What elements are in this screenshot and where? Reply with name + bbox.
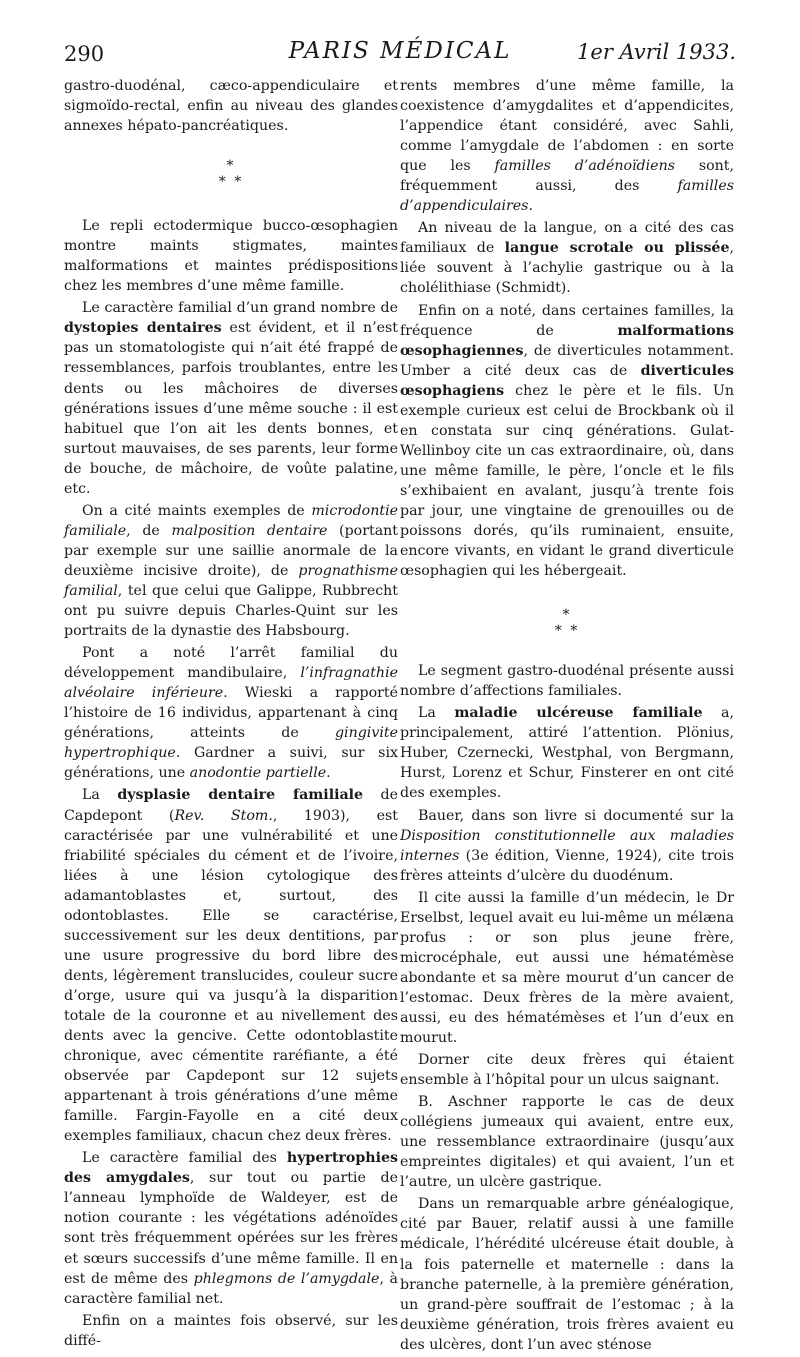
separator-mark: * * * [554,607,580,640]
separator-mark: * * * [218,158,244,191]
paragraph: Dorner cite deux frères qui étaient ensemble à l’hôpital pour un ulcus saignant. [400,1052,734,1089]
paragraph: gastro-duodénal, cæco-appendiculaire et sigmoïdo-rectal, enfin au niveau des glandes annexes hépato-pancréatiques. [64,78,398,135]
paragraph: Bauer, dans son livre si documenté sur la Disposition constitutionnelle aux maladies internes (3e édition, Vienne, 1924), cite trois frères atteints d’ulcère du duodénum. [400,807,734,884]
paragraph: Pont a noté l’arrêt familial du développement mandibulaire, l’infragnathie alvéolaire inférieure. Wieski a rapporté l’histoire de 16 individus, appartenant à cinq générations, atteints de gingivite hypertrophique. Gardner a suivi, sur six générations, une anodontie partielle. [64,645,398,782]
paragraph: Enfin on a noté, dans certaines familles, la fréquence de malformations œsophagiennes, de diverticules notamment. Umber a cité deux cas de diverticules œsophagiens chez le père et le fils. Un exemple curieux est celui de Brockbank où il en constata sur cinq générations. Gulat-Wellinboy cite un cas extraordinaire, où, dans une même famille, le père, l’oncle et le fils s’exhibaient en avalant, jusqu’à trente fois par jour, une vingtaine de grenouilles ou de poissons dorés, qu’ils ruminaient, ensuite, encore vivants, en vidant le grand diverticule œsophagien qui les hébergeait. [400,302,734,580]
paragraph: An niveau de la langue, on a cité des cas familiaux de langue scrotale ou plissée, liée souvent à l’achylie gastrique ou à la cholélithiase (Schmidt). [400,220,734,297]
paragraph: B. Aschner rapporte le cas de deux collégiens jumeaux qui avaient, entre eux, une ressemblance extraordinaire (jusqu’aux empreintes digitales) et qui avaient, l’un et l’autre, un ulcère gastrique. [400,1094,734,1191]
paragraph: Enfin on a maintes fois observé, sur les diffé- [64,1312,398,1349]
paragraph: Le repli ectodermique bucco-œsophagien montre maints stigmates, maintes malformations et maintes prédispositions chez les membres d’une même famille. [64,218,398,295]
paragraph: rents membres d’une même famille, la coexistence d’amygdalites et d’appendicites, l’appendice étant considéré, avec Sahli, comme l’amygdale de l’abdomen : en sorte que les familles d’adénoïdiens sont, fréquemment aussi, des familles d’appendiculaires. [400,78,734,215]
right-column [400,76,734,1357]
paragraph: Il cite aussi la famille d’un médecin, le Dr Erselbst, lequel avait eu lui-même un mélæna profus : or son plus jeune frère, microcéphale, eut aussi une hématémèse abondante et sa mère mourut d’un cancer de l’estomac. Deux frères de la mère avaient, aussi, eu des hématémèses et l’un d’eux en mourut. [400,889,734,1047]
paragraph: Le caractère familial d’un grand nombre de dystopies dentaires est évident, et il n’est pas un stomatologiste qui n’ait été frappé de ressemblances, parfois troublantes, entre les dents ou les mâchoires de diverses générations issues d’une même souche : il est habituel que l’on ait les dents bonnes, et surtout mauvaises, de ses parents, leur forme de bouche, de mâchoire, de voûte palatine, etc. [64,300,398,497]
paragraph: On a cité maints exemples de microdontie familiale, de malposition dentaire (portant par exemple sur une saillie anormale de la deuxième incisive droite), de prognathisme familial, tel que celui que Galippe, Rubbrecht ont pu suivre depuis Charles-Quint sur les portraits de la dynastie des Habsbourg. [64,502,398,640]
paragraph: La dysplasie dentaire familiale de Capdepont (Rev. Stom., 1903), est caractérisée par une vulnérabilité et une friabilité spéciales du cément et de l’ivoire, liées à une lésion cytologique des adamantoblastes et, surtout, des odontoblastes. Elle se caractérise, successivement sur les deux dentitions, par une usure progressive du bord libre des dents, légèrement translucides, couleur sucre d’orge, usure qui va jusqu’à la disparition totale de la couronne et au nivellement des dents avec la gencive. Cette odontoblastite chronique, avec cémentite raréfiante, a été observée par Capdepont sur 12 sujets appartenant à trois générations d’une même famille. Fargin-Fayolle en a cité deux exemples familiaux, chacun chez deux frères. [64,787,398,1145]
left-column [64,76,398,1353]
page-header [64,36,736,70]
page-number: 290 [64,42,105,66]
paragraph: Le caractère familial des hypertrophies des amygdales, sur tout ou partie de l’anneau lymphoïde de Waldeyer, est de notion courante : les végétations adénoïdes sont très fréquemment opérées sur les frères et sœurs successifs d’une même famille. Il en est de même des phlegmons de l’amygdale, à caractère familial net. [64,1150,398,1307]
section-separator [400,607,734,639]
issue-date: 1er Avril 1933. [577,40,736,64]
paragraph: La maladie ulcéreuse familiale a, principalement, attiré l’attention. Plönius, Huber, Czernecki, Westphal, von Bergmann, Hurst, Lorenz et Schur, Finsterer en ont cité des exemples. [400,705,734,802]
section-separator [64,158,398,190]
paragraph: Dans un remarquable arbre généalogique, cité par Bauer, relatif aussi à une famille médicale, l’hérédité ulcéreuse était double, à la fois paternelle et maternelle : dans la branche paternelle, à la première génération, un grand-père souffrait de l’estomac ; à la deuxième génération, trois frères avaient eu des ulcères, dont l’un avec sténose [400,1196,734,1353]
paragraph: Le segment gastro-duodénal présente aussi nombre d’affections familiales. [400,663,734,700]
journal-title: PARIS MÉDICAL [288,38,512,64]
